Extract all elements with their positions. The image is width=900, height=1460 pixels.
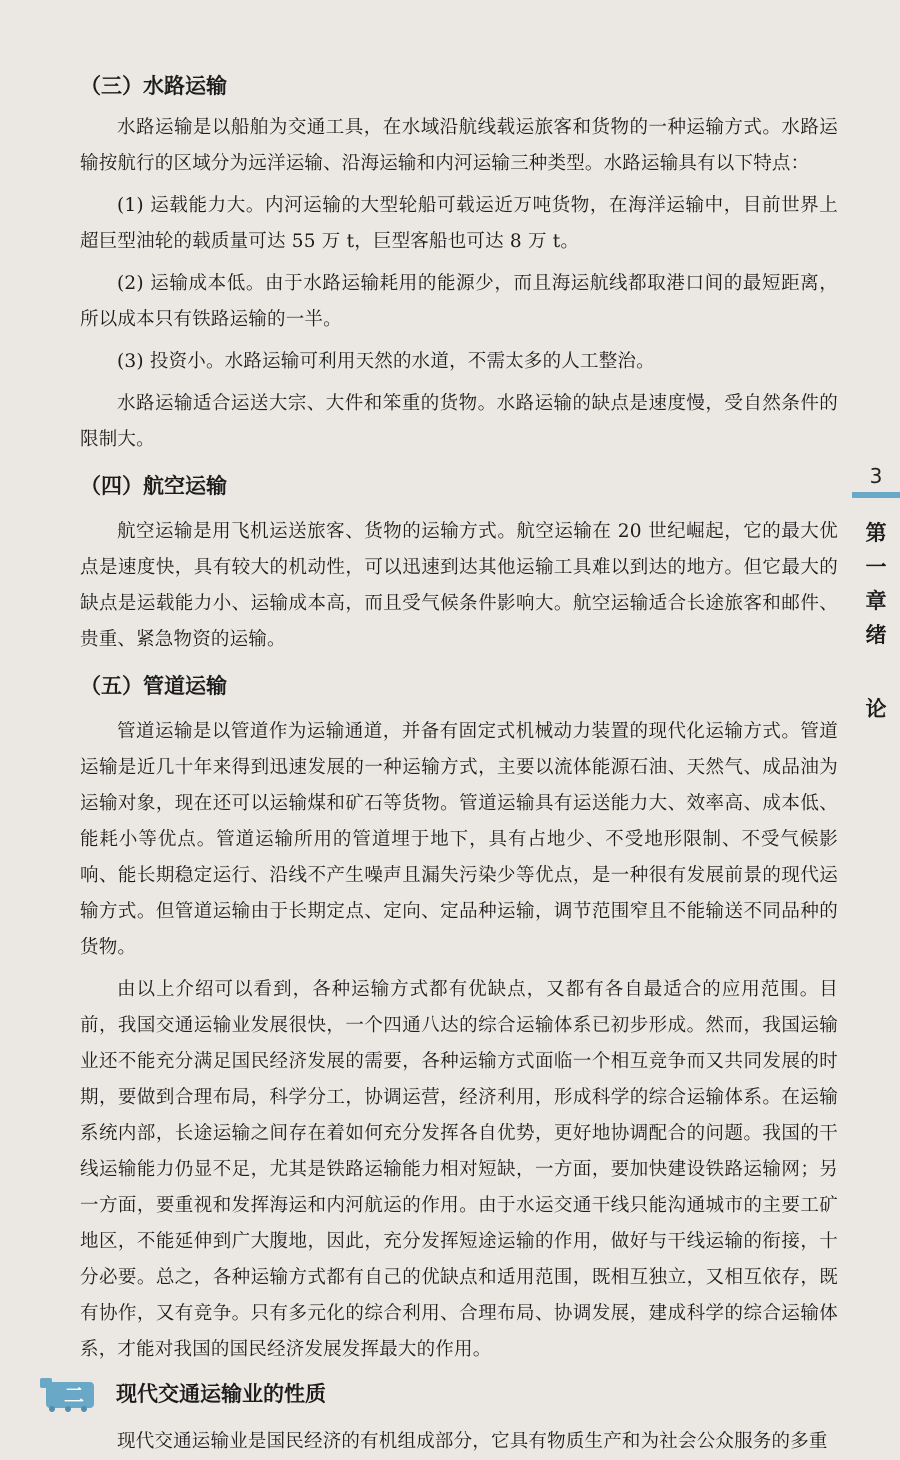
chapter-char: 第 [865,521,887,545]
paragraph: 管道运输是以管道作为运输通道，并备有固定式机械动力装置的现代化运输方式。管道运输是近几十年来得到迅速发展的一种运输方式，主要以流体能源石油、天然气、成品油为运输对象，现在还可以运输煤和矿石等货物。管道运输具有运送能力大、效率高、成本低、能耗小等优点。管道运输所用的管道埋于地下，具有占地少、不受地形限制、不受气候影响、能长期稳定运行、沿线不产生噪声且漏失污染少等优点，是一种很有发展前景的现代运输方式。但管道运输由于长期定点、定向、定品种运输，调节范围窄且不能输送不同品种的货物。 [80,721,838,958]
section-number: 二 [64,1383,84,1407]
paragraph: (2) 运输成本低。由于水路运输耗用的能源少，而且海运航线都取港口间的最短距离，所以成本只有铁路运输的一半。 [80,273,838,330]
paragraph: 水路运输适合运送大宗、大件和笨重的货物。水路运输的缺点是速度慢，受自然条件的限制大。 [80,393,838,450]
chapter-title-char: 论 [865,697,887,721]
train-icon [40,1376,98,1412]
page-number: 3 [869,464,883,488]
page-content [64,68,838,1460]
heading-water-transport: （三）水路运输 [80,74,227,98]
paragraph: (1) 运载能力大。内河运输的大型轮船可载运近万吨货物，在海洋运输中，目前世界上超巨型油轮的载质量可达 55 万 t，巨型客船也可达 8 万 t。 [80,195,838,252]
accent-bar [852,492,900,498]
paragraph: 现代交通运输业是国民经济的有机组成部分，它具有物质生产和为社会公众服务的多重 [117,1431,828,1452]
heading-air-transport: （四）航空运输 [80,474,227,498]
chapter-title-char: 绪 [865,623,887,647]
section-title: 现代交通运输业的性质 [116,1382,326,1406]
chapter-char: 章 [865,589,887,613]
section-heading [64,1372,838,1418]
paragraph: 由以上介绍可以看到，各种运输方式都有优缺点，又都有各自最适合的应用范围。目前，我国交通运输业发展很快，一个四通八达的综合运输体系已初步形成。然而，我国运输业还不能充分满足国民经济发展的需要，各种运输方式面临一个相互竞争而又共同发展的时期，要做到合理布局，科学分工，协调运营，经济利用，形成科学的综合运输体系。在运输系统内部，长途运输之间存在着如何充分发挥各自优势，更好地协调配合的问题。我国的干线运输能力仍显不足，尤其是铁路运输能力相对短缺，一方面，要加快建设铁路运输网；另一方面，要重视和发挥海运和内河航运的作用。由于水运交通干线只能沟通城市的主要工矿地区，不能延伸到广大腹地，因此，充分发挥短途运输的作用，做好与干线运输的衔接，十分必要。总之，各种运输方式都有自己的优缺点和适用范围，既相互独立，又相互依存，既有协作，又有竞争。只有多元化的综合利用、合理布局、协调发展，建成科学的综合运输体系，才能对我国的国民经济发展发挥最大的作用。 [80,979,838,1360]
paragraph: (3) 投资小。水路运输可利用天然的水道，不需太多的人工整治。 [117,351,655,372]
paragraph: 航空运输是用飞机运送旅客、货物的运输方式。航空运输在 20 世纪崛起，它的最大优点是速度快，具有较大的机动性，可以迅速到达其他运输工具难以到达的地方。但它最大的缺点是运载能力小、运输成本高，而且受气候条件影响大。航空运输适合长途旅客和邮件、贵重、紧急物资的运输。 [80,521,838,650]
paragraph: 水路运输是以船舶为交通工具，在水域沿航线载运旅客和货物的一种运输方式。水路运输按航行的区域分为远洋运输、沿海运输和内河运输三种类型。水路运输具有以下特点： [80,117,838,174]
chapter-side-tab [852,462,900,726]
heading-pipeline-transport: （五）管道运输 [80,674,227,698]
chapter-char: 一 [865,555,887,579]
